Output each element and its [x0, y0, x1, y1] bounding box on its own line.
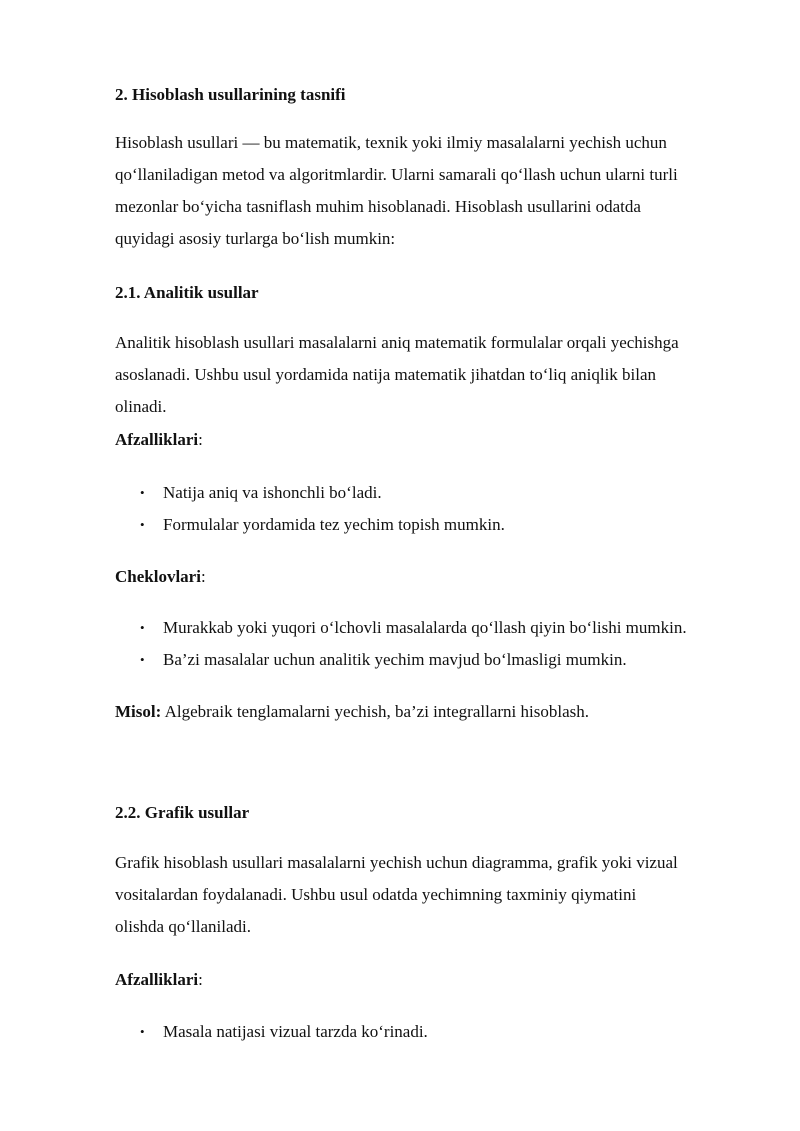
- paragraph-line: quyidagi asosiy turlarga bo‘lish mumkin:: [115, 229, 396, 248]
- list-item: [115, 612, 755, 644]
- subsection-heading-grafik: 2.2. Grafik usullar: [115, 803, 250, 822]
- limits-list-analitik: [115, 612, 755, 676]
- list-item-text: Formulalar yordamida tez yechim topish mumkin.: [163, 515, 505, 534]
- grafik-paragraph: [115, 847, 755, 943]
- label-colon: :: [198, 430, 203, 449]
- label-text: Afzalliklari: [115, 430, 199, 449]
- list-item-text: Natija aniq va ishonchli bo‘ladi.: [163, 483, 382, 502]
- advantages-label-analitik: [115, 424, 755, 456]
- paragraph-line: Hisoblash usullari — bu matematik, texnik yoki ilmiy masalalarni yechish uchun: [115, 133, 667, 152]
- bullet-icon: •: [140, 485, 145, 500]
- section-heading: 2. Hisoblash usullarining tasnifi: [115, 85, 346, 104]
- label-colon: :: [198, 970, 203, 989]
- example-label: Misol:: [115, 702, 162, 721]
- paragraph-line: mezonlar bo‘yicha tasniflash muhim hisoblanadi. Hisoblash usullarini odatda: [115, 197, 641, 216]
- paragraph-line: asoslanadi. Ushbu usul yordamida natija matematik jihatdan to‘liq aniqlik bilan: [115, 365, 657, 384]
- advantages-label-grafik: [115, 964, 755, 996]
- limits-label-analitik: [115, 561, 755, 593]
- section-intro-paragraph: [115, 127, 755, 255]
- paragraph-line: Analitik hisoblash usullari masalalarni aniq matematik formulalar orqali yechishga: [115, 333, 679, 352]
- bullet-icon: •: [140, 620, 145, 635]
- example-text: Algebraik tenglamalarni yechish, ba’zi integrallarni hisoblash.: [161, 702, 589, 721]
- bullet-icon: •: [140, 652, 145, 667]
- label-text: Afzalliklari: [115, 970, 199, 989]
- subsection-heading-analitik: 2.1. Analitik usullar: [115, 283, 259, 302]
- list-item: [115, 509, 755, 541]
- list-item: [115, 477, 755, 509]
- paragraph-line: qo‘llaniladigan metod va algoritmlardir. Ularni samarali qo‘llash uchun ularni turli: [115, 165, 678, 184]
- list-item-text: Murakkab yoki yuqori o‘lchovli masalalarda qo‘llash qiyin bo‘lishi mumkin.: [163, 618, 687, 637]
- paragraph-line: vositalardan foydalanadi. Ushbu usul odatda yechimning taxminiy qiymatini: [115, 885, 637, 904]
- list-item: [115, 644, 755, 676]
- label-colon: :: [200, 567, 206, 586]
- advantages-list-grafik: [115, 1016, 755, 1048]
- list-item: [115, 1016, 755, 1048]
- bullet-icon: •: [140, 1024, 145, 1039]
- advantages-list-analitik: [115, 477, 755, 541]
- list-item-text: Ba’zi masalalar uchun analitik yechim mavjud bo‘lmasligi mumkin.: [163, 650, 627, 669]
- analitik-paragraph: [115, 327, 755, 423]
- paragraph-line: olinadi.: [115, 397, 167, 416]
- example-line-analitik: [115, 696, 755, 728]
- list-item-text: Masala natijasi vizual tarzda ko‘rinadi.: [163, 1022, 428, 1041]
- label-text: Cheklovlari: [115, 567, 201, 586]
- paragraph-line: Grafik hisoblash usullari masalalarni yechish uchun diagramma, grafik yoki vizual: [115, 853, 678, 872]
- paragraph-line: olishda qo‘llaniladi.: [115, 917, 251, 936]
- bullet-icon: •: [140, 517, 145, 532]
